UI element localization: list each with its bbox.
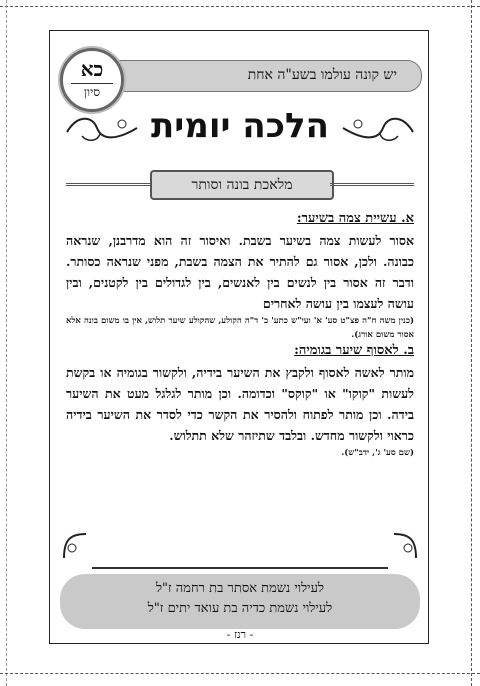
dedication-line-1: לעילוי נשמת אסתר בת רחמה ז"ל (155, 581, 325, 596)
section-a (66, 210, 414, 342)
section-a-source: (כנין משה ח"ה פצ"ט סע' א' ועי"ש כתע' כ' ד"ה הקולע, שהקולע שיער תלוש, אין בו משום בונה אלא אסור משום אורג). (66, 316, 414, 340)
cut-line-right (471, 0, 472, 686)
section-a-body: אסור לעשות צמה בשיער בשבת. ואיסור זה הוא מדרבנן, שנראה כבונה. ולכן, אסור גם להתיר את הצמה בשבת, מפני שנראה כסותר. ודבר זה אסור בין לנשים בין לאנשים, בין לגדולים בין לקטנים, ובין עושה לעצמו בין עושה לאחרים (66, 233, 414, 311)
tagline: יש קונה עולמו בשע"ה אחת (247, 67, 397, 83)
date-seal (60, 48, 124, 112)
topic-rule-right (330, 183, 414, 186)
page-number: - רנז - (226, 628, 254, 641)
section-b-body: מותר לאשה לאסוף ולקבץ את השיער בידיה, ולקשור בגומיה או בקשת לעשות "קוקו" או "קוקס" וכדומה. וכן מותר לגלגל מעט את השיער בידה. וכן מותר לפתוח ולהסיר את הקשר כדי לסדר את השיער בידיה כראוי ולקשור מחדש. ובלבד שתיזהר שלא תתלוש. (66, 365, 414, 443)
seal-divider (71, 83, 113, 84)
dedication-line-2: לעילוי נשמת כדיה בת עואד יתים ז"ל (147, 601, 333, 616)
date-month: סיון (83, 85, 101, 99)
flourish-left-icon (62, 110, 142, 146)
cut-line-top (0, 6, 480, 7)
section-b-heading: ב. לאסוף שיער בגומיה: (294, 343, 414, 358)
cut-line-bottom (0, 673, 480, 674)
flourish-right-icon (338, 110, 418, 146)
topic-rule-left (66, 183, 150, 186)
cut-line-left (6, 0, 7, 686)
page-title: הלכה יומית (151, 106, 329, 146)
topic-title: מלאכת בונה וסותר (150, 170, 334, 200)
bottom-divider (92, 567, 388, 569)
section-a-heading: א. עשיית צמה בשיער: (296, 211, 414, 226)
date-day: כא (80, 57, 104, 81)
corner-ornament-left-icon (60, 530, 90, 560)
corner-ornament-right-icon (390, 530, 420, 560)
section-b-source: (שם סע' ג', ידב"ש). (341, 448, 414, 458)
dedication-box (60, 574, 420, 629)
tagline-bar (90, 60, 422, 92)
section-b (66, 342, 414, 460)
